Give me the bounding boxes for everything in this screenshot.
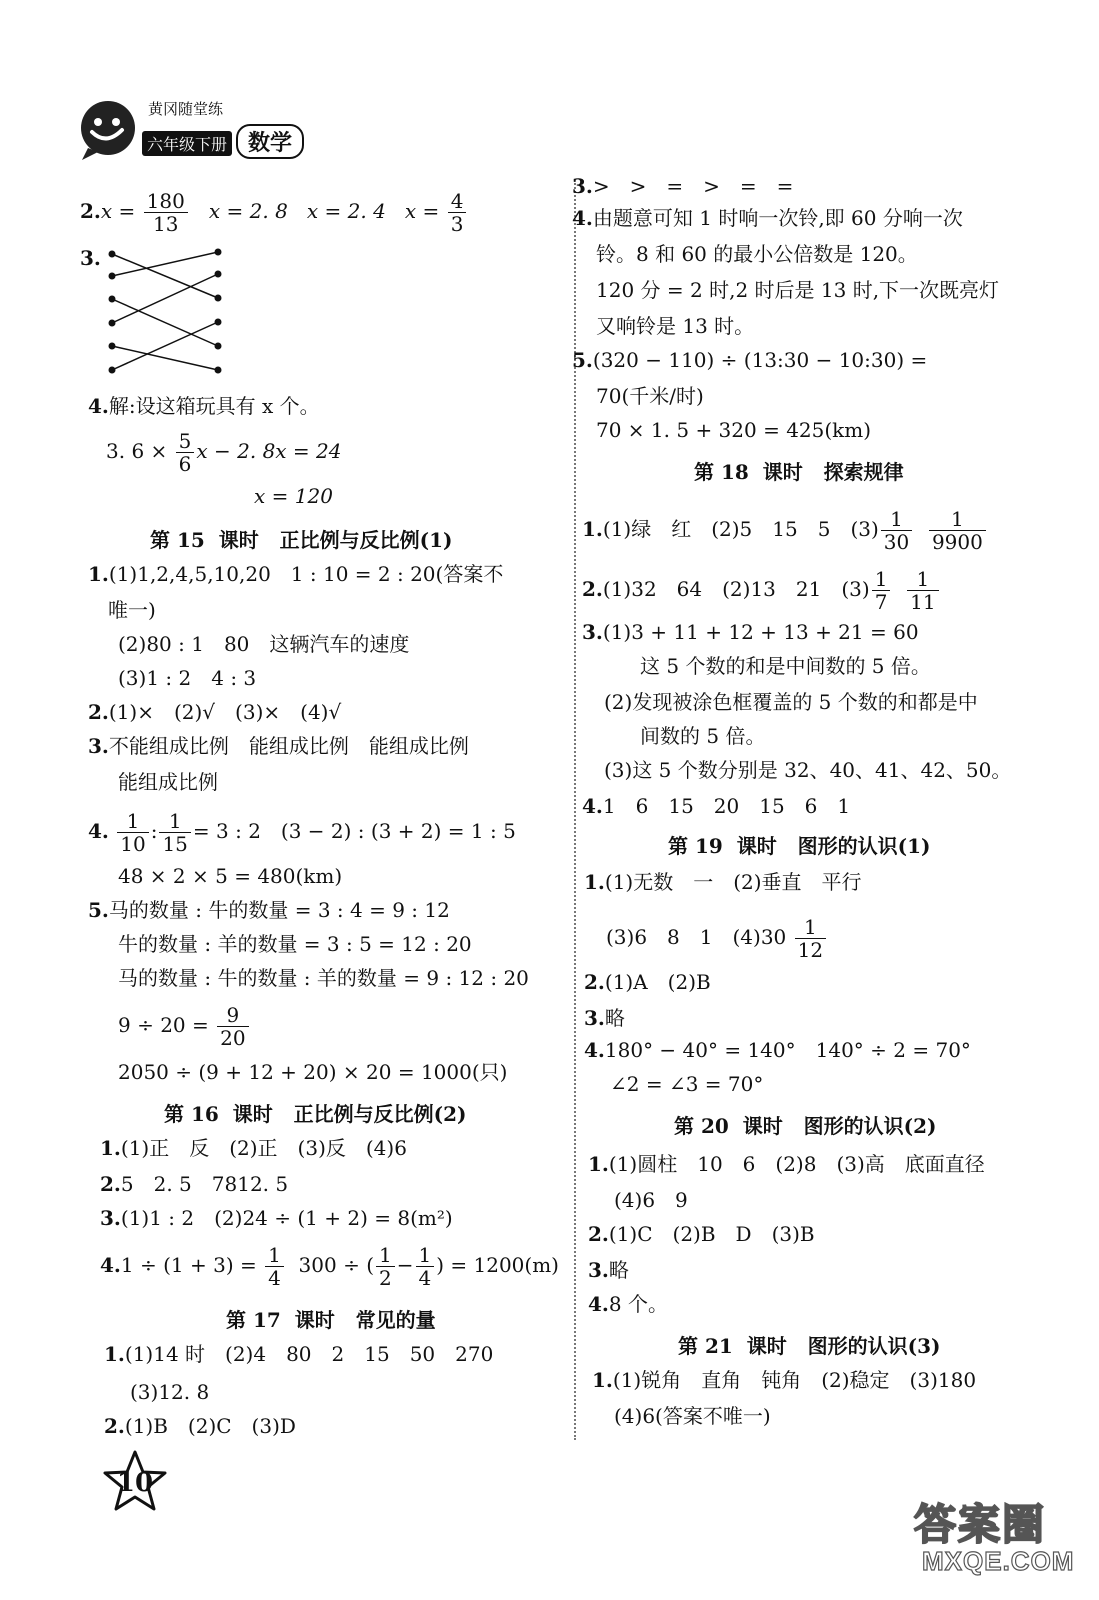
s19-q1: 1.(1)无数 一 (2)垂直 平行 (584, 870, 862, 894)
watermark-main: 答案圈 (914, 1501, 1047, 1548)
section-17-heading: 第 17 课时 常见的量 (226, 1308, 436, 1332)
s20-q4: 4.8 个。 (588, 1292, 668, 1316)
s15-q5: 5.马的数量 : 牛的数量 = 3 : 4 = 9 : 12 (88, 898, 450, 922)
s18-q3-c: (2)发现被涂色框覆盖的 5 个数的和都是中 (604, 690, 978, 714)
r-answer-4-b: 铃。8 和 60 的最小公倍数是 120。 (596, 242, 918, 266)
s21-q1: 1.(1)锐角 直角 钝角 (2)稳定 (3)180 (592, 1368, 977, 1392)
grade-label: 六年级下册 (142, 131, 232, 156)
s18-q2: 2.(1)32 64 (2)13 21 (3) $\frac{1}{7}$ $\frac{1}{11}$ (582, 568, 941, 613)
s16-q2: 2.5 2. 5 7812. 5 (100, 1172, 289, 1196)
s15-q1-3: (3)1 : 2 4 : 3 (118, 666, 257, 690)
s15-q4: 4. $\frac{1}{10}$ : $\frac{1}{15}$ = 3 : 2 (3 − 2) : (3 + 2) = 1 : 5 (88, 809, 516, 856)
answer-2: 2.x = $\frac{180}{13}$ x = 2. 8 x = 2. 4 x = $\frac{4}{3}$ (80, 190, 468, 235)
r-answer-3: 3.> > = > = = (572, 174, 794, 198)
s15-q4-cont: 48 × 2 × 5 = 480(km) (118, 864, 343, 888)
s19-q1-b: (3)6 8 1 (4)30 $\frac{1}{12}$ (606, 916, 828, 961)
r-answer-5-b: 70(千米/时) (596, 384, 704, 408)
s20-q2: 2.(1)C (2)B D (3)B (588, 1222, 815, 1246)
answer-4: 4.解:设这箱玩具有 x 个。 (88, 394, 320, 418)
r-answer-4-c: 120 分 = 2 时,2 时后是 13 时,下一次既亮灯 (596, 278, 1000, 302)
section-20-heading: 第 20 课时 图形的认识(2) (674, 1114, 937, 1138)
s20-q1: 1.(1)圆柱 10 6 (2)8 (3)高 底面直径 (588, 1152, 985, 1176)
s19-q4: 4.180° − 40° = 140° 140° ÷ 2 = 70° (584, 1038, 971, 1062)
section-15-heading: 第 15 课时 正比例与反比例(1) (150, 528, 453, 552)
watermark-url: MXQE.COM (922, 1546, 1075, 1576)
s18-q3: 3.(1)3 + 11 + 12 + 13 + 21 = 60 (582, 620, 919, 644)
page-number-badge (100, 1448, 170, 1518)
answer-4-equation: 3. 6 × $\frac{5}{6}$ x − 2. 8x = 24 (106, 429, 342, 476)
s18-q3-d: 间数的 5 倍。 (640, 724, 766, 748)
header (76, 96, 346, 166)
s19-q2: 2.(1)A (2)B (584, 970, 711, 994)
s16-q4: 4.1 ÷ (1 + 3) = $\frac{1}{4}$ 300 ÷ ( $\frac{1}{2}$ − $\frac{1}{4}$ ) = 1200(m) (100, 1243, 559, 1290)
r-answer-5-c: 70 × 1. 5 + 320 = 425(km) (596, 418, 872, 442)
r-answer-4: 4.由题意可知 1 时响一次铃,即 60 分响一次 (572, 206, 963, 230)
s17-q1: 1.(1)14 时 (2)4 80 2 15 50 270 (104, 1342, 494, 1366)
s15-q3-cont: 能组成比例 (118, 770, 218, 794)
s16-q1: 1.(1)正 反 (2)正 (3)反 (4)6 (100, 1136, 407, 1160)
s19-q4-b: ∠2 = ∠3 = 70° (610, 1072, 764, 1096)
answer-4-result: x = 120 (254, 484, 333, 508)
matching-lines-diagram (100, 242, 240, 382)
s15-q1: 1.(1)1,2,4,5,10,20 1 : 10 = 2 : 20(答案不 (88, 562, 504, 586)
s15-q5-b: 牛的数量 : 羊的数量 = 3 : 5 = 12 : 20 (118, 932, 472, 956)
s15-q5-c: 马的数量 : 牛的数量 : 羊的数量 = 9 : 12 : 20 (118, 966, 529, 990)
s18-q4: 4.1 6 15 20 15 6 1 (582, 794, 851, 818)
s19-q3: 3.略 (584, 1006, 625, 1030)
s15-q3: 3.不能组成比例 能组成比例 能组成比例 (88, 734, 469, 758)
series-title: 黄冈随堂练 (148, 100, 224, 118)
section-16-heading: 第 16 课时 正比例与反比例(2) (164, 1102, 467, 1126)
page-number: 10 (116, 1468, 154, 1498)
r-answer-4-d: 又响铃是 13 时。 (596, 314, 755, 338)
smiley-logo-icon (76, 98, 140, 162)
r-answer-5: 5.(320 − 110) ÷ (13:30 − 10:30) = (572, 348, 928, 372)
s21-q1-b: (4)6(答案不唯一) (614, 1404, 771, 1428)
answer-3: 3. (80, 246, 101, 270)
s15-q5-e: 2050 ÷ (9 + 12 + 20) × 20 = 1000(只) (118, 1060, 508, 1084)
s18-q3-b: 这 5 个数的和是中间数的 5 倍。 (640, 654, 931, 678)
section-19-heading: 第 19 课时 图形的认识(1) (668, 834, 931, 858)
s15-q2: 2.(1)× (2)√ (3)× (4)√ (88, 700, 342, 724)
section-21-heading: 第 21 课时 图形的认识(3) (678, 1334, 941, 1358)
s17-q2: 2.(1)B (2)C (3)D (104, 1414, 296, 1438)
s20-q3: 3.略 (588, 1258, 629, 1282)
s16-q3: 3.(1)1 : 2 (2)24 ÷ (1 + 2) = 8(m²) (100, 1206, 453, 1230)
s15-q1-cont: 唯一) (108, 598, 156, 622)
s20-q1-b: (4)6 9 (614, 1188, 688, 1212)
s18-q1: 1.(1)绿 红 (2)5 15 5 (3) $\frac{1}{30}$ $\frac{1}{9900}$ (582, 508, 988, 553)
s18-q3-e: (3)这 5 个数分别是 32、40、41、42、50。 (604, 758, 1012, 782)
subject-label: 数学 (236, 124, 304, 159)
s17-q1-cont: (3)12. 8 (130, 1380, 210, 1404)
s15-q1-2: (2)80 : 1 80 这辆汽车的速度 (118, 632, 410, 656)
section-18-heading: 第 18 课时 探索规律 (694, 460, 904, 484)
s15-q5-d: 9 ÷ 20 = $\frac{9}{20}$ (118, 1004, 251, 1049)
watermark (908, 1488, 1088, 1588)
